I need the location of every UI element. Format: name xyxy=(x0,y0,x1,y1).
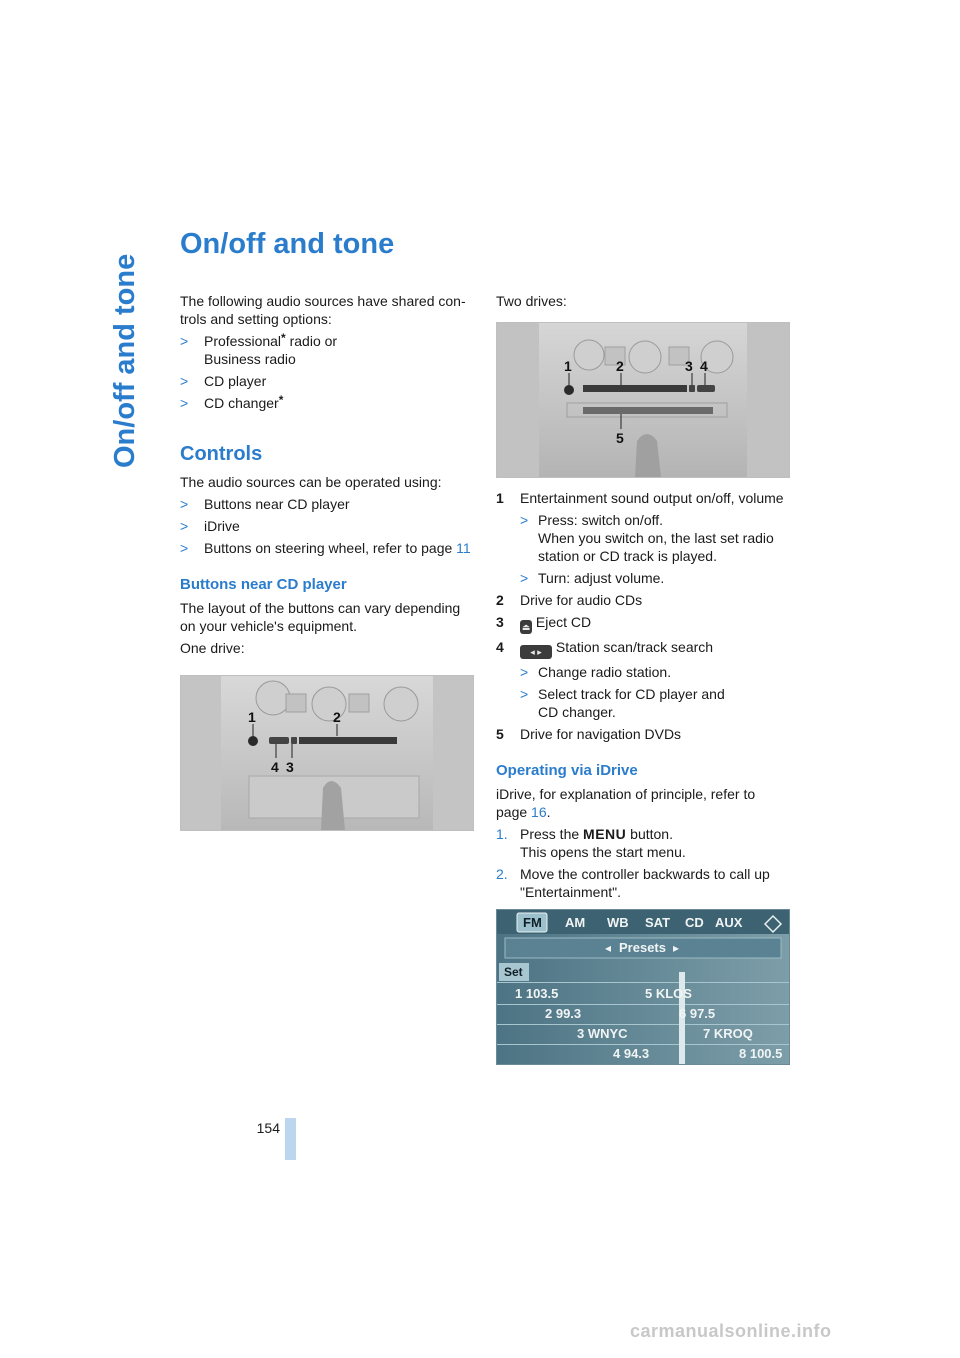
bullet-marker: > xyxy=(180,395,189,411)
bullet-marker: > xyxy=(180,373,189,389)
buttons-near-heading: Buttons near CD player xyxy=(180,576,347,593)
station-5[interactable]: 5 KLOS xyxy=(645,986,692,1001)
list-item xyxy=(520,663,796,681)
step-number: 1. xyxy=(496,826,508,842)
presets-arrow-right-icon[interactable]: ▸ xyxy=(673,941,680,955)
layout-text-line1: The layout of the buttons can vary depending xyxy=(180,600,461,616)
page-link-16[interactable]: 16 xyxy=(531,804,547,820)
station-6[interactable]: 6 97.5 xyxy=(679,1006,716,1021)
bullet-marker: > xyxy=(520,664,529,680)
sub-text: When you switch on, the last set radio xyxy=(538,530,774,546)
list-item xyxy=(520,511,796,565)
source-professional: Professional xyxy=(204,333,282,349)
eject-icon: ⏏ xyxy=(521,622,531,632)
two-drives-label: Two drives: xyxy=(496,293,567,309)
photo2-label-2: 2 xyxy=(616,358,624,374)
tab-aux[interactable]: AUX xyxy=(715,915,743,930)
control-buttons-near-cd: Buttons near CD player xyxy=(204,496,350,512)
step-number: 2. xyxy=(496,866,508,882)
station-1[interactable]: 1 103.5 xyxy=(515,986,559,1001)
side-tab-chapter: On/off and tone xyxy=(109,253,141,468)
list-item xyxy=(180,372,475,390)
sub-text: Press: switch on/off. xyxy=(538,512,664,528)
presets-arrow-left-icon[interactable]: ◂ xyxy=(605,941,612,955)
menu-key-label: MENU xyxy=(583,826,627,842)
list-item xyxy=(520,685,796,721)
page-link-11[interactable]: 11 xyxy=(456,540,471,556)
asterisk-mark: * xyxy=(281,331,286,345)
station-3[interactable]: 3 WNYC xyxy=(577,1026,628,1041)
right-column-items: 1 Entertainment sound output on/off, volume > Press: switch on/off. When you switch on, the last set radio station or CD track is played. > Turn: adjust volume. 2 Drive for audio CDs 3 ⏏ Eject CD 4 ◂ ▸ Station scan/track search > Change radio station. > Select track for CD player and CD changer. 5 Drive for navigation DVDs Operating via iDrive iDrive, for explanation of principle, refer to page 16. 1. Press the MENU button. This opens the start menu. 2. Move the controller backwards to call up "Entertainment". xyxy=(496,489,796,901)
item-number: 1 xyxy=(496,490,504,506)
tab-cd[interactable]: CD xyxy=(685,915,704,930)
photo1-label-1: 1 xyxy=(248,709,256,725)
idrive-heading: Operating via iDrive xyxy=(496,762,638,779)
source-radio-or: radio or xyxy=(285,333,338,349)
step-text: This opens the start menu. xyxy=(520,844,686,860)
one-drive-label: One drive: xyxy=(180,640,245,656)
layout-text-line2: on your vehicle's equipment. xyxy=(180,618,357,634)
list-item xyxy=(496,489,796,507)
bullet-marker: > xyxy=(180,333,189,349)
list-item xyxy=(180,517,475,535)
photo2-label-3: 3 xyxy=(685,358,693,374)
list-item xyxy=(180,394,475,412)
page-number: 154 xyxy=(256,1120,280,1136)
control-idrive: iDrive xyxy=(204,518,240,534)
station-4[interactable]: 4 94.3 xyxy=(613,1046,650,1061)
tab-am[interactable]: AM xyxy=(565,915,586,930)
step-text: Move the controller backwards to call up xyxy=(520,866,770,882)
controls-heading: Controls xyxy=(180,443,263,465)
page-number-bar xyxy=(285,1118,296,1160)
list-item xyxy=(180,332,475,368)
presets-label[interactable]: Presets xyxy=(619,940,666,955)
bullet-marker: > xyxy=(520,512,529,528)
step-text: button. xyxy=(626,826,673,842)
list-item xyxy=(496,638,796,659)
item-text: Eject CD xyxy=(532,614,592,630)
tab-wb[interactable]: WB xyxy=(607,915,629,930)
watermark: carmanualsonline.info xyxy=(630,1321,832,1341)
item-number: 4 xyxy=(496,639,504,655)
item-text: Entertainment sound output on/off, volume xyxy=(520,490,784,506)
bullet-marker: > xyxy=(180,496,189,512)
idrive-text-line1: iDrive, for explanation of principle, refer to xyxy=(496,786,756,802)
list-item xyxy=(496,825,796,861)
photo2-label-1: 1 xyxy=(564,358,572,374)
item-number: 5 xyxy=(496,726,504,742)
item-number: 3 xyxy=(496,614,504,630)
controls-intro: The audio sources can be operated using: xyxy=(180,474,442,490)
sub-text: Change radio station. xyxy=(538,664,672,680)
set-button[interactable]: Set xyxy=(504,965,523,979)
control-steering-wheel: Buttons on steering wheel, refer to page xyxy=(204,540,457,556)
tab-fm[interactable]: FM xyxy=(523,915,542,930)
tab-sat[interactable]: SAT xyxy=(645,915,671,930)
intro-line2: trols and setting options: xyxy=(180,311,332,327)
list-item xyxy=(496,613,796,634)
bullet-marker: > xyxy=(520,570,529,586)
sub-text: CD changer. xyxy=(538,704,616,720)
list-item xyxy=(180,495,475,513)
photo1-label-3: 3 xyxy=(286,759,294,775)
source-cd-player: CD player xyxy=(204,373,267,389)
station-7[interactable]: 7 KROQ xyxy=(703,1026,753,1041)
sources-list xyxy=(180,332,475,412)
intro-line1: The following audio sources have shared con- xyxy=(180,293,466,309)
bullet-marker: > xyxy=(520,686,529,702)
controls-list xyxy=(180,495,475,557)
list-item xyxy=(496,725,796,743)
item-text: Drive for audio CDs xyxy=(520,592,643,608)
source-business-radio: Business radio xyxy=(204,351,296,367)
right-column-top xyxy=(496,292,791,310)
item-text: Station scan/track search xyxy=(552,639,714,655)
list-item xyxy=(496,591,796,609)
page-title: On/off and tone xyxy=(180,228,395,260)
photo2-label-4: 4 xyxy=(700,358,708,374)
bullet-marker: > xyxy=(180,540,189,556)
photo2-label-5: 5 xyxy=(616,430,624,446)
step-text: Press the xyxy=(520,826,584,842)
list-item xyxy=(520,569,796,587)
source-cd-changer: CD changer xyxy=(204,395,279,411)
photo-two-drives xyxy=(496,322,790,478)
photo-one-drive xyxy=(180,675,474,831)
idrive-screen xyxy=(496,909,790,1065)
list-item xyxy=(180,539,475,557)
left-column xyxy=(180,292,475,657)
seek-arrows-icon: ◂ ▸ xyxy=(520,645,552,659)
asterisk-mark: * xyxy=(278,393,284,407)
item-number: 2 xyxy=(496,592,504,608)
station-2[interactable]: 2 99.3 xyxy=(545,1006,582,1021)
bullet-marker: > xyxy=(180,518,189,534)
list-item xyxy=(496,865,796,901)
sub-text: Select track for CD player and xyxy=(538,686,725,702)
photo1-label-4: 4 xyxy=(271,759,279,775)
sub-text: Turn: adjust volume. xyxy=(538,570,665,586)
photo1-label-2: 2 xyxy=(333,709,341,725)
step-text: "Entertainment". xyxy=(520,884,621,900)
sub-text: station or CD track is played. xyxy=(538,548,717,564)
station-8[interactable]: 8 100.5 xyxy=(739,1046,783,1061)
item-text: Drive for navigation DVDs xyxy=(520,726,682,742)
idrive-text-line2: page xyxy=(496,804,532,820)
